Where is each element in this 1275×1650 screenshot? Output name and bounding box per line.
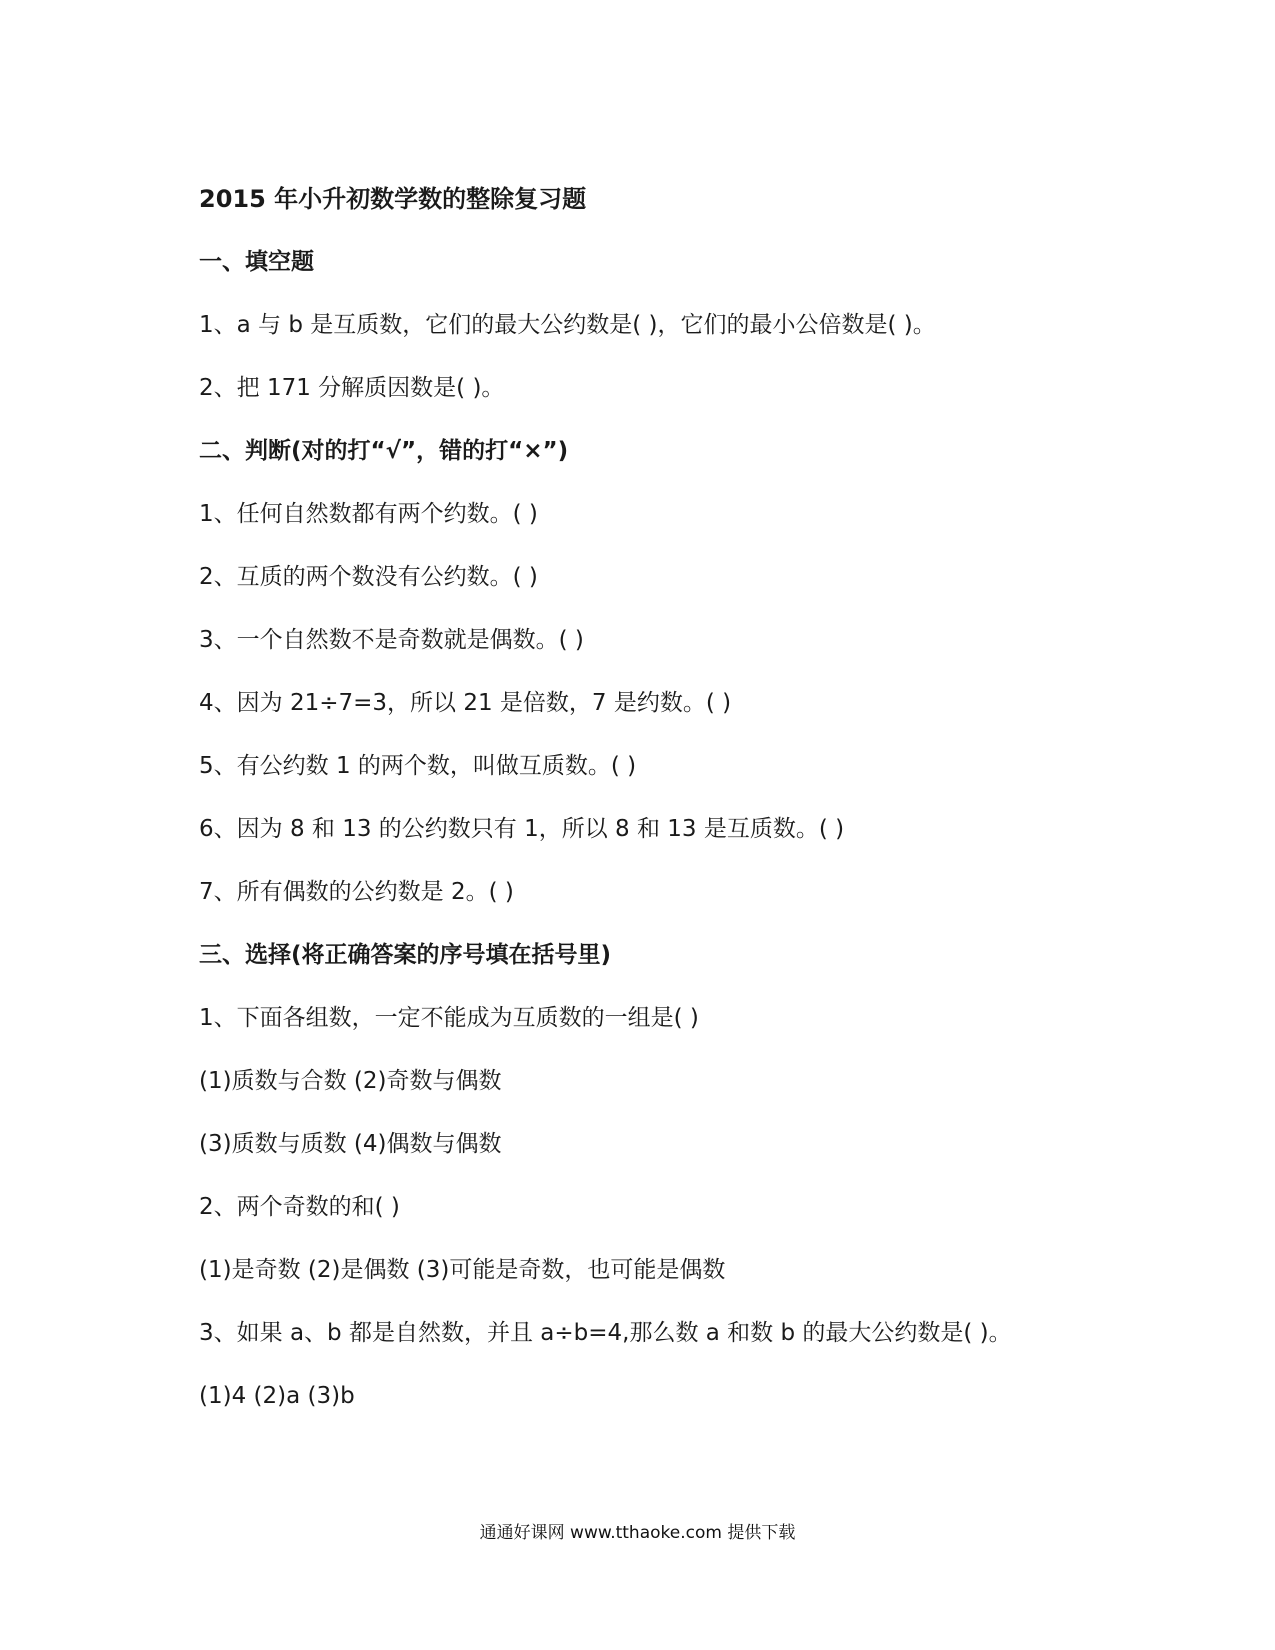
section-heading-multiple-choice: 三、选择(将正确答案的序号填在括号里)	[199, 942, 612, 968]
question-line: 2、两个奇数的和( )	[199, 1194, 400, 1220]
question-line: 6、因为 8 和 13 的公约数只有 1，所以 8 和 13 是互质数。( )	[199, 816, 845, 842]
document-body	[199, 168, 1099, 1428]
option-line: (3)质数与质数 (4)偶数与偶数	[199, 1131, 502, 1157]
question-line: 7、所有偶数的公约数是 2。( )	[199, 879, 514, 905]
document-title: 2015 年小升初数学数的整除复习题	[199, 185, 587, 213]
question-line: 4、因为 21÷7=3，所以 21 是倍数，7 是约数。( )	[199, 690, 732, 716]
question-line: 2、互质的两个数没有公约数。( )	[199, 564, 538, 590]
question-line: 3、一个自然数不是奇数就是偶数。( )	[199, 627, 584, 653]
page-footer: 通通好课网 www.tthaoke.com 提供下载	[479, 1523, 796, 1543]
option-line: (1)质数与合数 (2)奇数与偶数	[199, 1068, 502, 1094]
question-line: 1、下面各组数，一定不能成为互质数的一组是( )	[199, 1005, 699, 1031]
question-line: 5、有公约数 1 的两个数，叫做互质数。( )	[199, 753, 637, 779]
question-line: 2、把 171 分解质因数是( )。	[199, 375, 505, 401]
option-line: (1)是奇数 (2)是偶数 (3)可能是奇数，也可能是偶数	[199, 1257, 726, 1283]
question-line: 3、如果 a、b 都是自然数，并且 a÷b=4,那么数 a 和数 b 的最大公约数是( )。	[199, 1320, 1012, 1346]
option-line: (1)4 (2)a (3)b	[199, 1383, 355, 1409]
section-heading-fill-blank: 一、填空题	[199, 249, 314, 275]
question-line: 1、a 与 b 是互质数，它们的最大公约数是( )，它们的最小公倍数是( )。	[199, 312, 936, 338]
section-heading-true-false: 二、判断(对的打“√”，错的打“×”)	[199, 438, 569, 464]
question-line: 1、任何自然数都有两个约数。( )	[199, 501, 538, 527]
